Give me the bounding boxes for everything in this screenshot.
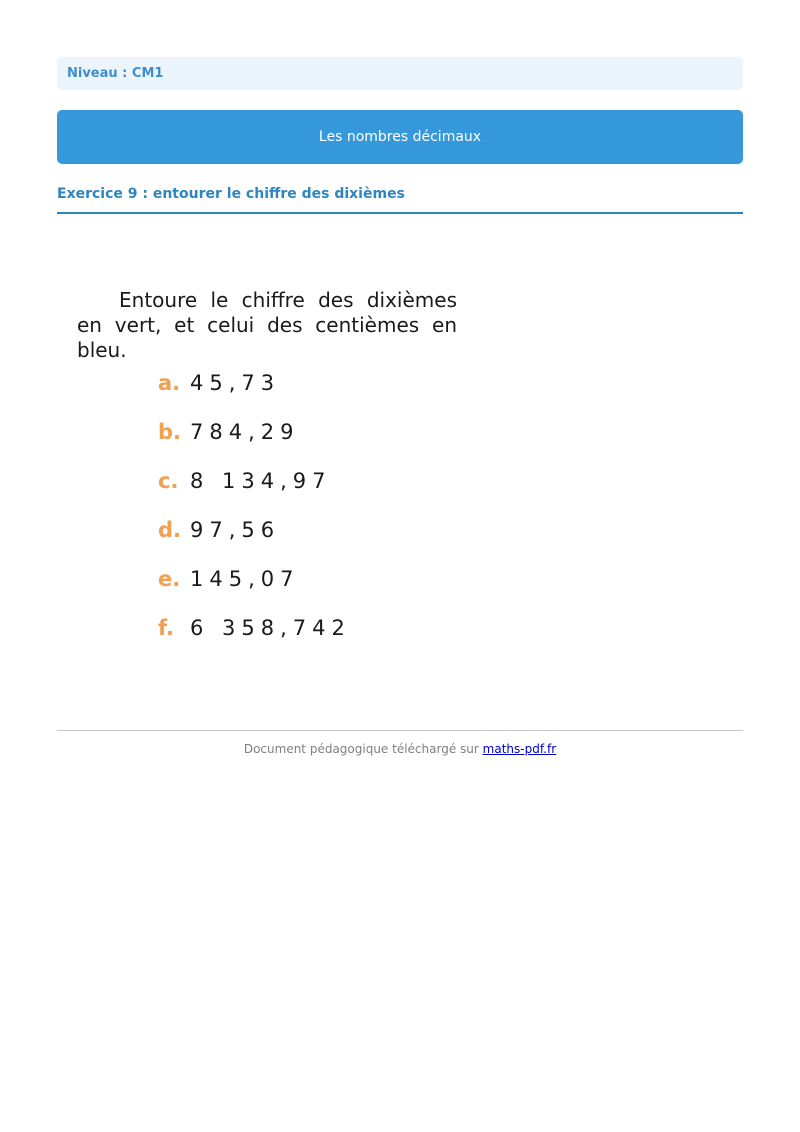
exercise-image xyxy=(77,288,477,640)
list-item xyxy=(158,613,351,662)
item-number: 6 358,742 xyxy=(190,616,351,640)
item-number: 97,56 xyxy=(190,518,281,542)
item-letter: e. xyxy=(158,567,181,591)
exercise-items xyxy=(158,368,351,662)
exercise-instruction xyxy=(77,288,457,363)
list-item xyxy=(158,417,351,466)
item-letter: b. xyxy=(158,420,182,444)
item-number: 784,29 xyxy=(190,420,300,444)
item-letter: d. xyxy=(158,518,182,542)
item-number: 145,07 xyxy=(190,567,300,591)
title-banner xyxy=(57,110,743,164)
item-number: 8 134,97 xyxy=(190,469,332,493)
level-bar xyxy=(57,57,743,90)
list-item xyxy=(158,368,351,417)
exercise-title: Exercice 9 : entourer le chiffre des dixièmes xyxy=(57,186,743,214)
item-letter: f. xyxy=(158,616,174,640)
footer-divider xyxy=(57,730,743,731)
page-title: Les nombres décimaux xyxy=(318,129,482,145)
item-number: 45,73 xyxy=(190,371,281,395)
footer xyxy=(57,742,743,756)
level-label: Niveau : CM1 xyxy=(67,66,164,81)
footer-link[interactable]: maths-pdf.fr xyxy=(482,742,557,756)
list-item xyxy=(158,564,351,613)
footer-text: Document pédagogique téléchargé sur xyxy=(243,742,479,756)
list-item xyxy=(158,466,351,515)
list-item xyxy=(158,515,351,564)
item-letter: c. xyxy=(158,469,179,493)
instruction-text: Entoure le chiffre des dixièmes en vert, et celui des centièmes en bleu. xyxy=(77,288,457,362)
item-letter: a. xyxy=(158,371,181,395)
